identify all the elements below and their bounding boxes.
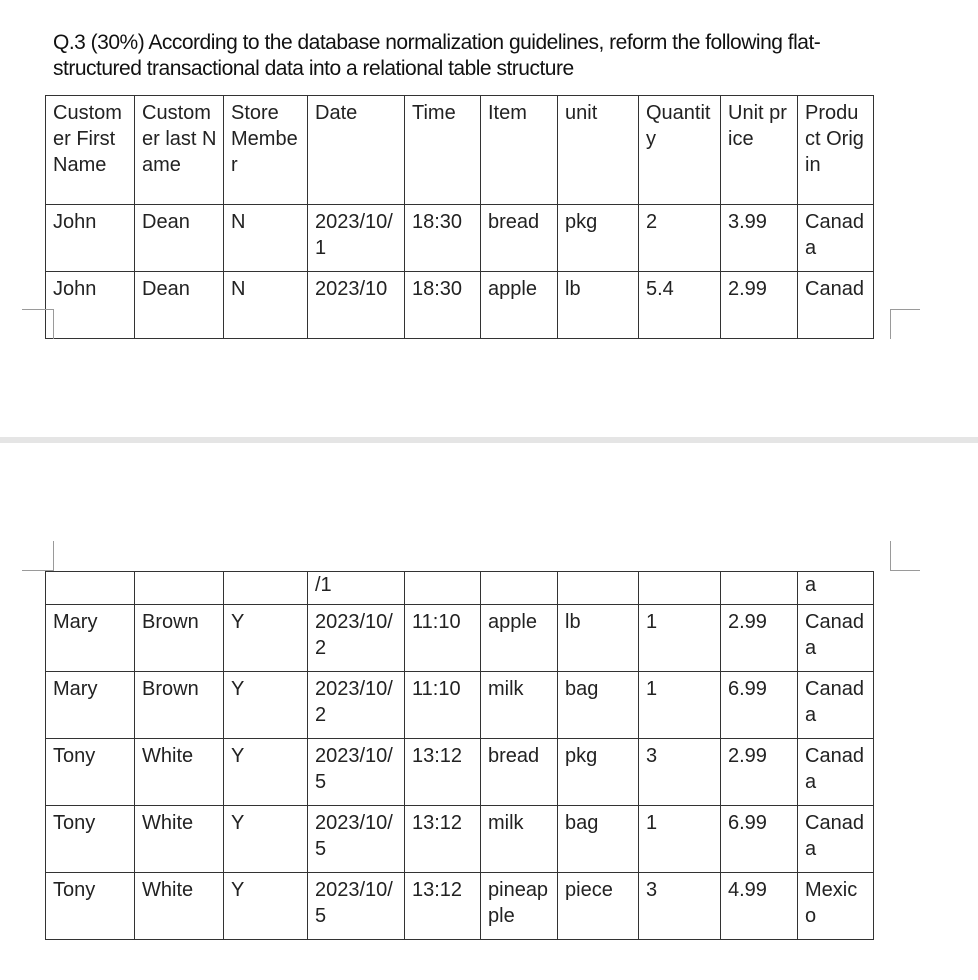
table-cell — [558, 572, 639, 605]
crop-mark — [890, 309, 891, 339]
table-cell: 2023/10/1 — [308, 205, 405, 272]
table-cell: Canada — [798, 605, 874, 672]
table-cell: piece — [558, 873, 639, 940]
table-cell: 2023/10/2 — [308, 672, 405, 739]
header-cell: Customer First Name — [46, 96, 135, 205]
table-row — [46, 272, 874, 339]
transactions-table-page2 — [45, 571, 874, 940]
table-body-page2 — [46, 572, 874, 940]
table-cell: 18:30 — [405, 272, 481, 339]
table-row — [46, 739, 874, 806]
table-cell: Canada — [798, 672, 874, 739]
table-row — [46, 806, 874, 873]
table-cell: 1 — [639, 672, 721, 739]
table-cell: 11:10 — [405, 672, 481, 739]
header-cell: Store Member — [224, 96, 308, 205]
table-cell: Y — [224, 806, 308, 873]
table-cell — [405, 572, 481, 605]
table-cell: milk — [481, 806, 558, 873]
table-cell: Canada — [798, 739, 874, 806]
transactions-table-page1 — [45, 95, 874, 339]
question-text: Q.3 (30%) According to the database normalization guidelines, reform the following flat-structured transactional data into a relational table structure — [53, 31, 821, 80]
table-cell: White — [135, 873, 224, 940]
page-break-divider — [0, 437, 978, 443]
table-cell: 5.4 — [639, 272, 721, 339]
header-cell: unit — [558, 96, 639, 205]
table-cell: Canad — [798, 272, 874, 339]
table-cell: /1 — [308, 572, 405, 605]
table-cell: 2023/10 — [308, 272, 405, 339]
table-cell: 2023/10/5 — [308, 806, 405, 873]
table-row — [46, 605, 874, 672]
table-cell: Tony — [46, 873, 135, 940]
table-header-row — [46, 96, 874, 205]
crop-mark — [890, 570, 920, 571]
header-cell: Product Origin — [798, 96, 874, 205]
table-cell: Mary — [46, 672, 135, 739]
header-cell: Time — [405, 96, 481, 205]
table-cell: 6.99 — [721, 672, 798, 739]
table-cell: 13:12 — [405, 806, 481, 873]
table-cell: 2.99 — [721, 739, 798, 806]
table-cell: Canada — [798, 205, 874, 272]
table-cell: White — [135, 739, 224, 806]
header-cell: Unit price — [721, 96, 798, 205]
table-cell: milk — [481, 672, 558, 739]
table-cell: lb — [558, 605, 639, 672]
table-row — [46, 205, 874, 272]
header-cell: Quantity — [639, 96, 721, 205]
table-cell: bag — [558, 672, 639, 739]
table-cell: N — [224, 272, 308, 339]
table-cell: 13:12 — [405, 739, 481, 806]
table-cell: 2023/10/5 — [308, 873, 405, 940]
table-cell: pkg — [558, 205, 639, 272]
table-cell: bread — [481, 739, 558, 806]
table-cell: apple — [481, 272, 558, 339]
table-cell: Y — [224, 605, 308, 672]
table-cell: John — [46, 272, 135, 339]
crop-mark — [53, 309, 54, 339]
table-cell: 6.99 — [721, 806, 798, 873]
table-cell: John — [46, 205, 135, 272]
table-cell: pkg — [558, 739, 639, 806]
table-cell: Brown — [135, 672, 224, 739]
table-cell: 3 — [639, 739, 721, 806]
table-row — [46, 672, 874, 739]
table-cell: Tony — [46, 739, 135, 806]
crop-mark — [53, 541, 54, 571]
table-cell: Brown — [135, 605, 224, 672]
table-cell — [224, 572, 308, 605]
table-cell: Canada — [798, 806, 874, 873]
table-cell: a — [798, 572, 874, 605]
table-cell: 2023/10/5 — [308, 739, 405, 806]
header-cell: Customer last Name — [135, 96, 224, 205]
table-cell: Dean — [135, 272, 224, 339]
table-cell: 1 — [639, 806, 721, 873]
table-cell — [135, 572, 224, 605]
table-cell — [481, 572, 558, 605]
table-cell: 13:12 — [405, 873, 481, 940]
table-cell: Mary — [46, 605, 135, 672]
crop-mark — [890, 541, 891, 571]
table-cell — [46, 572, 135, 605]
table-cell: 2.99 — [721, 605, 798, 672]
table-cell: 3 — [639, 873, 721, 940]
table-cell: bread — [481, 205, 558, 272]
table-cell: White — [135, 806, 224, 873]
header-cell: Item — [481, 96, 558, 205]
table-cell: Y — [224, 739, 308, 806]
table-cell: 4.99 — [721, 873, 798, 940]
crop-mark — [22, 309, 54, 310]
table-cell: 2.99 — [721, 272, 798, 339]
table-cell — [721, 572, 798, 605]
table-cell: Y — [224, 672, 308, 739]
table-body-page1 — [46, 205, 874, 339]
table-cell — [639, 572, 721, 605]
table-cell: 18:30 — [405, 205, 481, 272]
table-row — [46, 873, 874, 940]
table-cell: Y — [224, 873, 308, 940]
crop-mark — [890, 309, 920, 310]
table-cell: 1 — [639, 605, 721, 672]
table-cell: Mexico — [798, 873, 874, 940]
table-cell: Dean — [135, 205, 224, 272]
table-cell: 11:10 — [405, 605, 481, 672]
table-cell: N — [224, 205, 308, 272]
table-cell: lb — [558, 272, 639, 339]
table-cell: apple — [481, 605, 558, 672]
table-row — [46, 572, 874, 605]
table-cell: Tony — [46, 806, 135, 873]
header-cell: Date — [308, 96, 405, 205]
table-cell: 2023/10/2 — [308, 605, 405, 672]
table-cell: bag — [558, 806, 639, 873]
table-cell: 3.99 — [721, 205, 798, 272]
table-cell: pineapple — [481, 873, 558, 940]
table-cell: 2 — [639, 205, 721, 272]
